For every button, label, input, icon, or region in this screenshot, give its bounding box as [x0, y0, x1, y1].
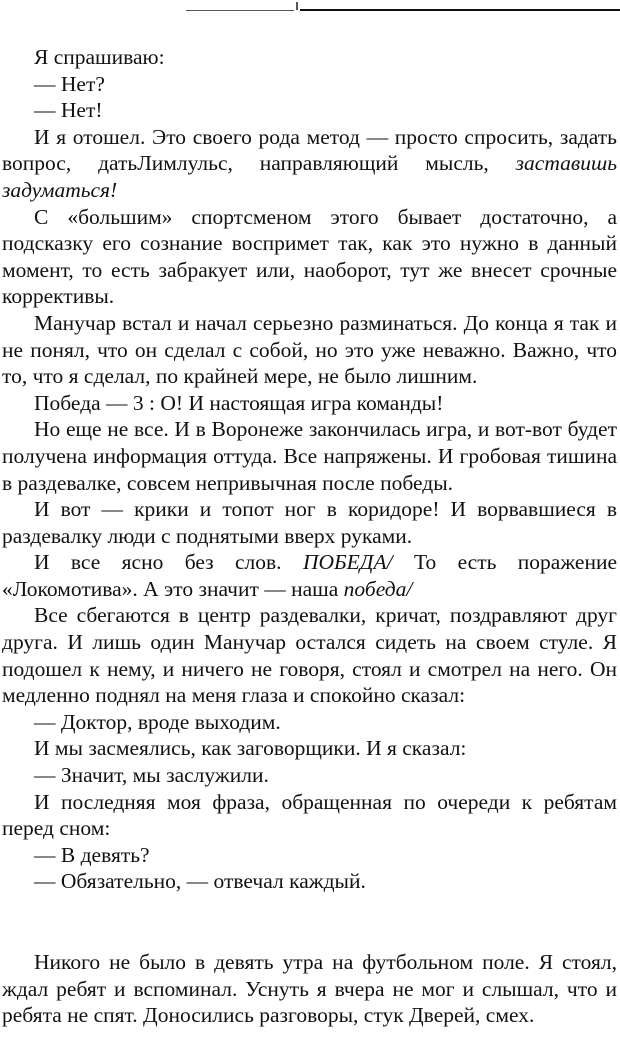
dialogue-line — [2, 97, 617, 124]
paragraph — [2, 949, 617, 1029]
text-run: — Значит, мы заслужили. — [34, 763, 269, 788]
dialogue-line — [2, 762, 617, 789]
text-run: Никого не было в девять утра на футбольном поле. Я стоял, ждал ребят и вспоминал. Уснуть я вчера не мог и слышал, что и ребята не спят. Доносились разговоры, стук Дверей, смех. — [2, 950, 617, 1028]
italic-text: заставишь задуматься! — [2, 151, 617, 202]
header-rule-tick — [296, 2, 298, 10]
dialogue-line — [2, 71, 617, 98]
text-run: С «большим» спортсменом этого бывает достаточно, а подсказку его сознание воспримет так, как это нужно в данный момент, то есть забракует или, наоборот, тут же внесет срочные коррективы. — [2, 204, 617, 309]
paragraph — [2, 602, 617, 708]
paragraph — [2, 789, 617, 842]
text-run: — В девять? — [34, 842, 150, 867]
paragraph — [2, 416, 617, 496]
text-run: И все ясно без слов. — [34, 550, 303, 575]
text-run: Но еще не все. И в Воронеже закончилась игра, и вот-вот будет получена информация оттуда. Все напряжены. И гробовая тишина в раздевалке, совсем непривычная после победы. — [2, 417, 617, 495]
text-run: И последняя моя фраза, обращенная по очереди к ребятам перед сном: — [2, 789, 617, 841]
text-run: — Нет? — [34, 71, 105, 96]
dialogue-line — [2, 735, 617, 762]
dialogue-line — [2, 868, 617, 895]
dialogue-line — [2, 390, 617, 417]
text-run: Победа — 3 : О! И настоящая игра команды! — [34, 390, 444, 415]
paragraph — [2, 496, 617, 549]
dialogue-line — [2, 709, 617, 736]
text-run: — Обязательно, — отвечал каждый. — [34, 869, 366, 894]
italic-text: победа/ — [343, 576, 413, 601]
paragraph — [2, 310, 617, 390]
page-text — [2, 44, 617, 1029]
text-run: То есть поражение «Локомотива». А это значит — наша — [2, 550, 618, 601]
paragraph — [2, 124, 617, 204]
italic-text: ПОБЕДА/ — [302, 550, 393, 575]
dialogue-line — [2, 842, 617, 869]
header-rule-right — [300, 9, 620, 11]
text-run: И мы засмеялись, как заговорщики. И я сказал: — [34, 736, 467, 761]
paragraph — [2, 549, 617, 602]
header-rule-left — [186, 10, 294, 11]
dialogue-line — [2, 44, 617, 71]
paragraph — [2, 204, 617, 310]
text-run: И я отошел. Это своего рода метод — просто спросить, задать вопрос, датьЛимлульс, направляющий мысль, — [2, 124, 617, 176]
text-run: — Доктор, вроде выходим. — [34, 709, 281, 734]
text-run: Все сбегаются в центр раздевалки, кричат, поздравляют друг друга. И лишь один Манучар остался сидеть на своем стуле. Я подошел к нему, и ничего не говоря, стоял и смотрел на него. Он медленно поднял на меня глаза и спокойно сказал: — [2, 603, 617, 708]
text-run: И вот — крики и топот ног в коридоре! И ворвавшиеся в раздевалку люди с поднятыми вверх руками. — [2, 497, 617, 548]
text-run: — Нет! — [34, 98, 103, 123]
text-run: Я спрашиваю: — [34, 45, 165, 69]
text-run: Манучар встал и начал серьезно разминаться. До конца я так и не понял, что он сделал с собой, но это уже неважно. Важно, что то, что я сделал, по крайней мере, не было лишним. — [2, 310, 617, 389]
